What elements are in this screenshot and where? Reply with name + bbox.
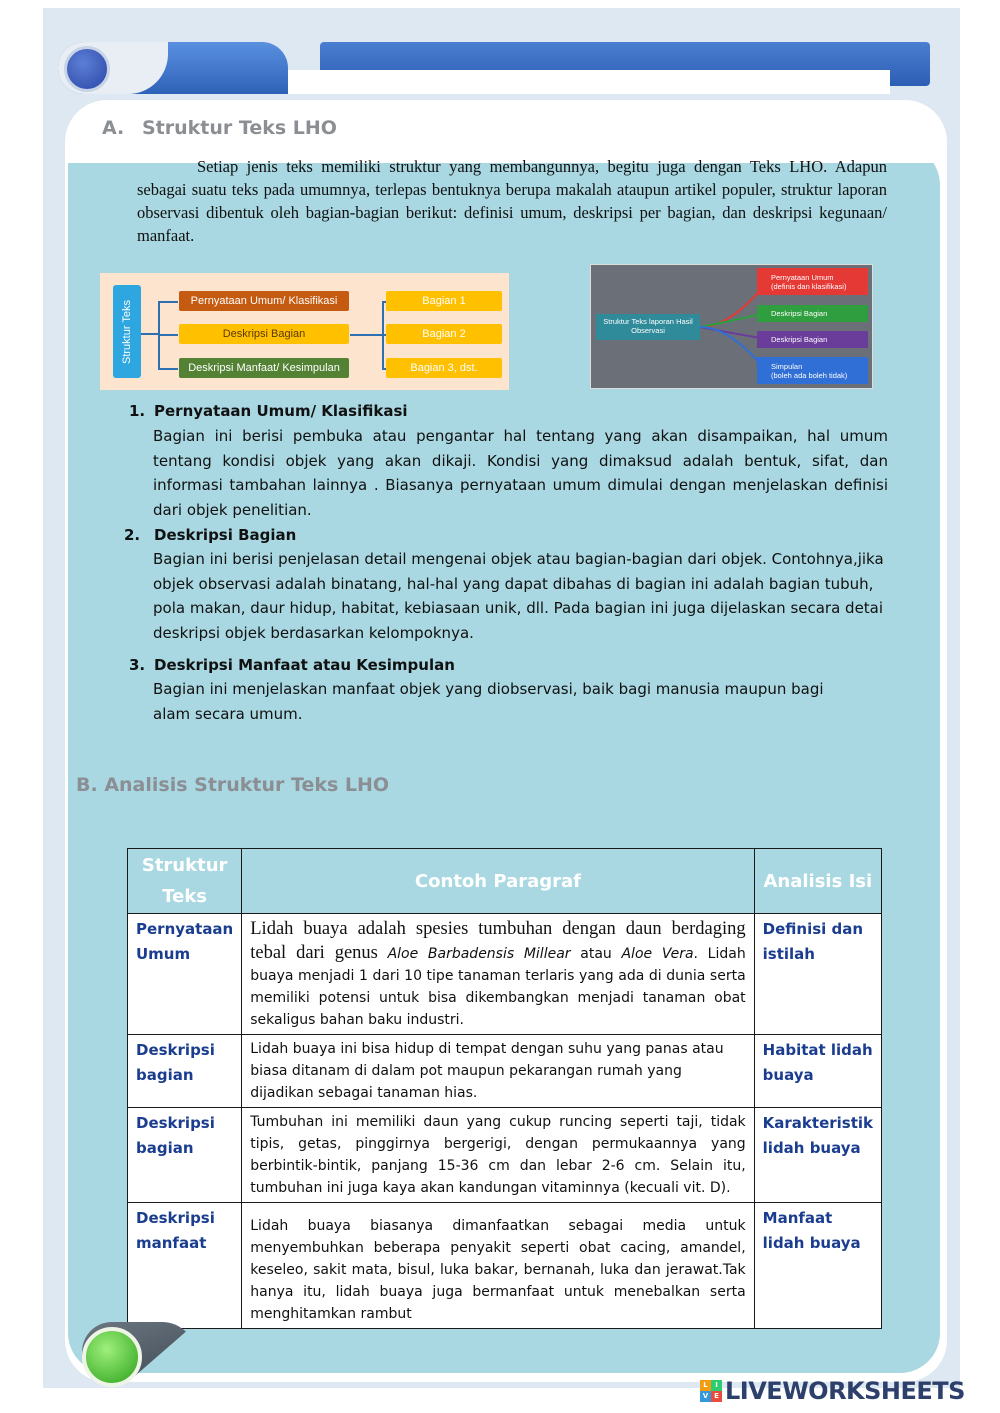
table-row bbox=[128, 1203, 882, 1329]
row-label: Deskripsi manfaat bbox=[128, 1203, 242, 1329]
diagram1-root bbox=[113, 285, 141, 378]
diagram1-connector bbox=[158, 368, 178, 370]
section-a-title: Struktur Teks LHO bbox=[142, 117, 337, 139]
diagram1-connector bbox=[141, 333, 158, 335]
row-paragraph-italic: Aloe Barbadensis Millear bbox=[387, 946, 571, 962]
diagram1-connector bbox=[350, 334, 382, 336]
diagram1-box-description: Deskripsi Bagian bbox=[179, 324, 349, 344]
row-analysis: Definisi dan istilah bbox=[754, 914, 881, 1035]
point-1-number: 1. bbox=[129, 402, 146, 420]
diagram2-box-line2: (definis dan klasifikasi) bbox=[771, 281, 847, 291]
row-label: Deskripsi bagian bbox=[128, 1108, 242, 1203]
header-structure: Struktur Teks bbox=[128, 849, 242, 914]
footer-circle-icon bbox=[82, 1327, 142, 1387]
diagram1-box-general: Pernyataan Umum/ Klasifikasi bbox=[179, 291, 349, 311]
diagram1-connector bbox=[158, 334, 178, 336]
header-strip bbox=[258, 70, 890, 94]
analysis-table bbox=[127, 848, 882, 1329]
section-a-heading bbox=[102, 117, 337, 139]
row-paragraph-rest: . Lidah buaya menjadi 1 dari 10 tipe tanaman terlaris yang ada di dunia serta memiliki potensi untuk bisa dikembangkan menjadi tanaman obat sekaligus bahan baku industri. bbox=[250, 946, 746, 1028]
point-2-number: 2. bbox=[124, 526, 141, 544]
diagram1-box-part-3: Bagian 3, dst. bbox=[386, 358, 502, 378]
diagram2-center: Struktur Teks laporan Hasil Observasi bbox=[596, 314, 700, 340]
point-3-number: 3. bbox=[129, 656, 146, 674]
row-paragraph-italic: Aloe Vera bbox=[621, 946, 694, 962]
diagram2-box-line1: Deskripsi Bagian bbox=[771, 309, 828, 318]
diagram2-box-line1: Deskripsi Bagian bbox=[771, 335, 828, 344]
table-header-row bbox=[128, 849, 882, 914]
row-analysis: Karakteristik lidah buaya bbox=[754, 1108, 881, 1203]
diagram2-box-general bbox=[757, 268, 868, 295]
diagram2-box-conclusion bbox=[757, 357, 868, 384]
diagram1-box-part-2: Bagian 2 bbox=[386, 324, 502, 344]
section-b-heading: B. Analisis Struktur Teks LHO bbox=[76, 774, 390, 796]
row-paragraph: Tumbuhan ini memiliki daun yang cukup runcing seperti taji, tidak tipis, getas, pinggirnya bergerigi, dengan permukaannya yang berbintik-bintik, panjang 15-36 cm dan lebar 2-6 cm. Selain itu, tumbuhan ini juga kaya akan kandungan vitaminnya (kecuali vit. D). bbox=[242, 1108, 754, 1203]
point-2-title-text: Deskripsi Bagian bbox=[154, 526, 297, 544]
logo-letter: L bbox=[700, 1380, 711, 1391]
structure-diagram-1 bbox=[100, 273, 509, 390]
structure-diagram-2 bbox=[590, 264, 873, 389]
diagram1-connector bbox=[158, 301, 178, 303]
row-analysis: Habitat lidah buaya bbox=[754, 1035, 881, 1108]
row-paragraph: Lidah buaya biasanya dimanfaatkan sebagai media untuk menyembuhkan beberapa penyakit seperti obat cacing, amandel, keseleo, sakit mata, bisul, luka bakar, bernanah, luka dan jerawat.Tak hanya itu, lidah buaya juga bermanfaat untuk menebalkan serta menghitamkan rambut bbox=[242, 1203, 754, 1329]
intro-paragraph: Setiap jenis teks memiliki struktur yang membangunnya, begitu juga dengan Teks LHO. Adapun sebagai suatu teks pada umumnya, terlepas bentuknya berupa makalah ataupun artikel populer, struktur laporan observasi dibentuk oleh bagian-bagian berikut: definisi umum, deskripsi per bagian, dan deskripsi kegunaan/ manfaat. bbox=[137, 157, 887, 245]
point-3-body: Bagian ini menjelaskan manfaat objek yang diobservasi, baik bagi manusia maupun bagi alam secara umum. bbox=[153, 680, 824, 723]
diagram2-box-description-1 bbox=[757, 305, 868, 322]
row-label: Deskripsi bagian bbox=[128, 1035, 242, 1108]
diagram2-box-line2: (boleh ada boleh tidak) bbox=[771, 370, 848, 380]
table-row bbox=[128, 1035, 882, 1108]
point-2-body: Bagian ini berisi penjelasan detail mengenai objek atau bagian-bagian dari objek. Contohnya,jika objek observasi adalah binatang, hal-hal yang dapat dibahas di bagian ini adalah bagian tubuh, pola makan, daur hidup, habitat, kebiasaan unik, dll. Pada bagian ini juga dijelaskan secara detai deskripsi objek berdasarkan kelompoknya. bbox=[153, 550, 884, 642]
row-paragraph-serif: Lidah buaya adalah spesies tumbuhan dengan daun berdaging tebal dari genus bbox=[250, 919, 746, 963]
row-analysis: Manfaat lidah buaya bbox=[754, 1203, 881, 1329]
liveworksheets-logo bbox=[700, 1377, 965, 1405]
logo-letter: E bbox=[711, 1391, 722, 1402]
row-paragraph: Lidah buaya ini bisa hidup di tempat dengan suhu yang panas atau biasa ditanam di dalam pot maupun pekarangan rumah yang dijadikan sebagai tanaman hias. bbox=[242, 1035, 754, 1108]
point-1-title-text: Pernyataan Umum/ Klasifikasi bbox=[154, 402, 408, 420]
table-row bbox=[128, 1108, 882, 1203]
diagram2-box-line1: Simpulan bbox=[771, 361, 803, 371]
logo-letter: I bbox=[711, 1380, 722, 1391]
diagram2-box-description-2 bbox=[757, 331, 868, 348]
diagram1-box-benefit: Deskripsi Manfaat/ Kesimpulan bbox=[179, 358, 349, 378]
section-a-number: A. bbox=[102, 117, 125, 139]
row-label: Pernyataan Umum bbox=[128, 914, 242, 1035]
point-2-title bbox=[124, 526, 296, 544]
table-row bbox=[128, 914, 882, 1035]
logo-letter: V bbox=[700, 1391, 711, 1402]
row-paragraph bbox=[242, 914, 754, 1035]
logo-text: LIVEWORKSHEETS bbox=[725, 1377, 965, 1405]
point-1-title bbox=[129, 402, 408, 420]
diagram1-root-label: Struktur Teks bbox=[121, 299, 133, 364]
diagram1-box-part-1: Bagian 1 bbox=[386, 291, 502, 311]
logo-mark-icon bbox=[700, 1380, 722, 1402]
point-3-title bbox=[129, 656, 455, 674]
point-1-body: Bagian ini berisi pembuka atau pengantar hal tentang yang akan disampaikan, hal umum tentang kondisi objek yang akan dikaji. Kondisi yang dimaksud adalah bentuk, sifat, dan informasi tambahan lainnya . Biasanya pernyataan umum dimulai dengan menjelaskan definisi dari objek penelitian. bbox=[153, 427, 888, 519]
point-3-title-text: Deskripsi Manfaat atau Kesimpulan bbox=[154, 656, 455, 674]
row-paragraph-mid: atau bbox=[580, 946, 612, 962]
diagram2-box-line1: Pernyataan Umum bbox=[771, 272, 834, 282]
header-example: Contoh Paragraf bbox=[242, 849, 754, 914]
header-analysis: Analisis Isi bbox=[754, 849, 881, 914]
header-circle-icon bbox=[64, 46, 110, 92]
